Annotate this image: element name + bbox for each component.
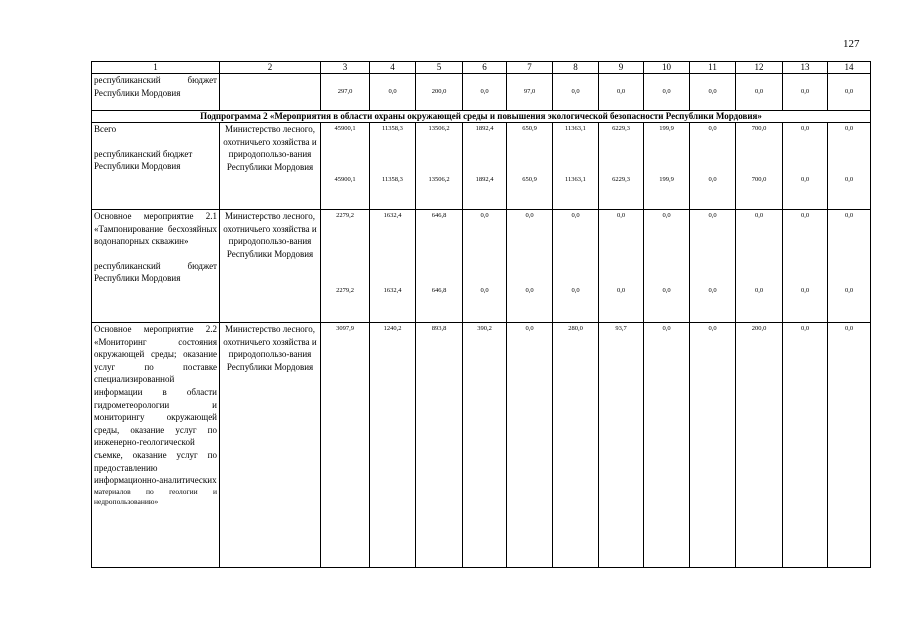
value-cell-col10: [644, 323, 690, 568]
value-cell-col14: [828, 123, 871, 210]
sub-value: 13506,2: [428, 175, 450, 183]
value-cell-col14: [828, 323, 871, 568]
value-cell-col5: 200,0: [416, 74, 463, 111]
row-org: Министерство лесного, охотничьего хозяйства и природопользо-вания Республики Мордовия: [220, 210, 321, 323]
table-row: [92, 123, 871, 210]
value: 11358,3: [382, 125, 403, 132]
value: 0,0: [662, 212, 671, 219]
value: 0,0: [708, 125, 717, 132]
sub-value: 0,0: [525, 286, 534, 294]
value: 6229,3: [612, 125, 630, 132]
value: 199,9: [659, 125, 674, 132]
value: 3097,9: [336, 325, 354, 332]
budget-table: [91, 61, 871, 568]
value-cell-col13: 0,0: [783, 74, 828, 111]
column-header-9: 9: [599, 62, 644, 74]
sub-value: 0,0: [616, 286, 626, 294]
value-cell-col9: [599, 123, 644, 210]
row-org: Министерство лесного, охотничьего хозяйства и природопользо-вания Республики Мордовия: [220, 323, 321, 568]
row-name-sub: республиканский бюджет Республики Мордовия: [94, 260, 217, 284]
value: 2279,2: [336, 212, 354, 219]
column-header-11: 11: [690, 62, 736, 74]
value-cell-col8: [553, 123, 599, 210]
value-cell-col4: [370, 123, 416, 210]
sub-value: 1892,4: [475, 175, 494, 183]
column-header-14: 14: [828, 62, 871, 74]
value-cell-col4: [370, 323, 416, 568]
column-header-2: 2: [220, 62, 321, 74]
page-number: 127: [843, 38, 860, 50]
value-cell-col11: [690, 210, 736, 323]
value-cell-col11: [690, 123, 736, 210]
value: 45900,1: [334, 125, 356, 132]
row-name: [92, 323, 220, 568]
value-cell-col12: [736, 123, 783, 210]
sub-value: 0,0: [844, 286, 854, 294]
row-name-main: Основное мероприятие 2.1 «Тампонирование бесхозяйных водонапорных скважин»: [94, 211, 217, 247]
value: 0,0: [525, 212, 534, 219]
value-cell-col13: [783, 210, 828, 323]
column-header-8: 8: [553, 62, 599, 74]
value: 0,0: [708, 212, 717, 219]
sub-value: 0,0: [708, 286, 717, 294]
value: 1240,2: [383, 325, 402, 332]
value: 0,0: [844, 325, 854, 332]
value: 700,0: [751, 125, 767, 132]
column-header-row: [92, 62, 871, 74]
column-header-3: 3: [321, 62, 370, 74]
value: 0,0: [844, 212, 854, 219]
value-cell-col6: [463, 123, 507, 210]
value-cell-col3: [321, 323, 370, 568]
row-name: [92, 123, 220, 210]
value: 0,0: [525, 325, 534, 332]
value-cell-col6: [463, 210, 507, 323]
value: 13506,2: [428, 125, 450, 132]
sub-value: 646,8: [431, 286, 447, 294]
value: 650,9: [522, 125, 537, 132]
value: 1632,4: [383, 212, 402, 219]
value: 0,0: [480, 212, 489, 219]
value-cell-col5: [416, 123, 463, 210]
value-cell-col14: 0,0: [828, 74, 871, 111]
sub-value: 0,0: [708, 175, 717, 183]
table-row: [92, 210, 871, 323]
value-cell-col8: [553, 210, 599, 323]
value-cell-col5: [416, 210, 463, 323]
row-org: Министерство лесного, охотничьего хозяйства и природопользо-вания Республики Мордовия: [220, 123, 321, 210]
value-cell-col8: 0,0: [553, 74, 599, 111]
value-cell-col10: [644, 210, 690, 323]
value-cell-col13: [783, 123, 828, 210]
value-cell-col12: [736, 210, 783, 323]
value: 893,8: [431, 325, 447, 332]
value: 200,0: [751, 325, 767, 332]
value-cell-col9: 0,0: [599, 74, 644, 111]
value: 0,0: [571, 212, 580, 219]
value: 0,0: [754, 212, 764, 219]
value-cell-col3: [321, 123, 370, 210]
value: 0,0: [800, 212, 810, 219]
row-name-sub: республиканский бюджет Республики Мордовия: [94, 148, 193, 172]
value: 0,0: [662, 325, 671, 332]
value: 11363,1: [565, 125, 586, 132]
value-cell-col9: [599, 210, 644, 323]
value-cell-col10: [644, 123, 690, 210]
value-cell-col12: [736, 323, 783, 568]
value: 1892,4: [475, 125, 494, 132]
value: 646,8: [431, 212, 447, 219]
value-cell-col5: [416, 323, 463, 568]
value-cell-col11: [690, 323, 736, 568]
sub-value: 11358,3: [382, 175, 403, 183]
sub-value: 11363,1: [565, 175, 586, 183]
value-cell-col11: 0,0: [690, 74, 736, 111]
row-org: [220, 74, 321, 111]
sub-value: 0,0: [844, 175, 854, 183]
value-cell-col7: [507, 123, 553, 210]
column-header-12: 12: [736, 62, 783, 74]
sub-value: 6229,3: [612, 175, 630, 183]
table-row: [92, 323, 871, 568]
sub-value: 199,9: [659, 175, 674, 183]
table-row: [92, 74, 871, 111]
value-cell-col6: 0,0: [463, 74, 507, 111]
sub-value: 700,0: [751, 175, 767, 183]
sub-value: 0,0: [662, 286, 671, 294]
sub-value: 0,0: [480, 286, 489, 294]
row-name-main: Основное мероприятие 2.2 «Мониторинг состояния окружающей среды; оказание услуг по поставке специализированной информации в области гидрометеорологии и мониторингу окружающей среды, оказание услуг по инженерно-геологической съемке, оказание услуг по предоставлению информационно-аналитических: [94, 324, 217, 486]
row-name-main: Всего: [94, 124, 117, 134]
column-header-4: 4: [370, 62, 416, 74]
value-cell-col3: [321, 210, 370, 323]
value-cell-col7: 97,0: [507, 74, 553, 111]
sub-value: 45900,1: [334, 175, 356, 183]
value: 0,0: [616, 212, 626, 219]
value-cell-col4: [370, 210, 416, 323]
value-cell-col6: [463, 323, 507, 568]
value: 93,7: [615, 325, 627, 332]
column-header-13: 13: [783, 62, 828, 74]
value: 280,0: [568, 325, 583, 332]
value: 0,0: [800, 125, 810, 132]
sub-value: 0,0: [800, 175, 810, 183]
value: 0,0: [844, 125, 854, 132]
value: 0,0: [708, 325, 717, 332]
value-cell-col10: 0,0: [644, 74, 690, 111]
sub-value: 0,0: [571, 286, 580, 294]
value-cell-col12: 0,0: [736, 74, 783, 111]
column-header-1: 1: [92, 62, 220, 74]
value-cell-col13: [783, 323, 828, 568]
sub-value: 2279,2: [336, 286, 354, 294]
value-cell-col8: [553, 323, 599, 568]
column-header-6: 6: [463, 62, 507, 74]
column-header-10: 10: [644, 62, 690, 74]
subprogram-title: Подпрограмма 2 «Мероприятия в области охраны окружающей среды и повышения экологической безопасности Республики Мордовия»: [92, 111, 871, 123]
value-cell-col3: 297,0: [321, 74, 370, 111]
column-header-7: 7: [507, 62, 553, 74]
sub-value: 0,0: [800, 286, 810, 294]
value: 0,0: [800, 325, 810, 332]
value-cell-col9: [599, 323, 644, 568]
sub-value: 0,0: [754, 286, 764, 294]
sub-value: 1632,4: [383, 286, 402, 294]
sub-value: 650,9: [522, 175, 537, 183]
row-name: [92, 210, 220, 323]
row-name: республиканский бюджет Республики Мордовия: [92, 74, 220, 111]
value: 390,2: [477, 325, 492, 332]
value-cell-col7: [507, 323, 553, 568]
value-cell-col7: [507, 210, 553, 323]
value-cell-col4: 0,0: [370, 74, 416, 111]
subprogram-row: [92, 111, 871, 123]
column-header-5: 5: [416, 62, 463, 74]
value-cell-col14: [828, 210, 871, 323]
row-name-tail: материалов по геологии и недропользованию»: [94, 486, 217, 506]
